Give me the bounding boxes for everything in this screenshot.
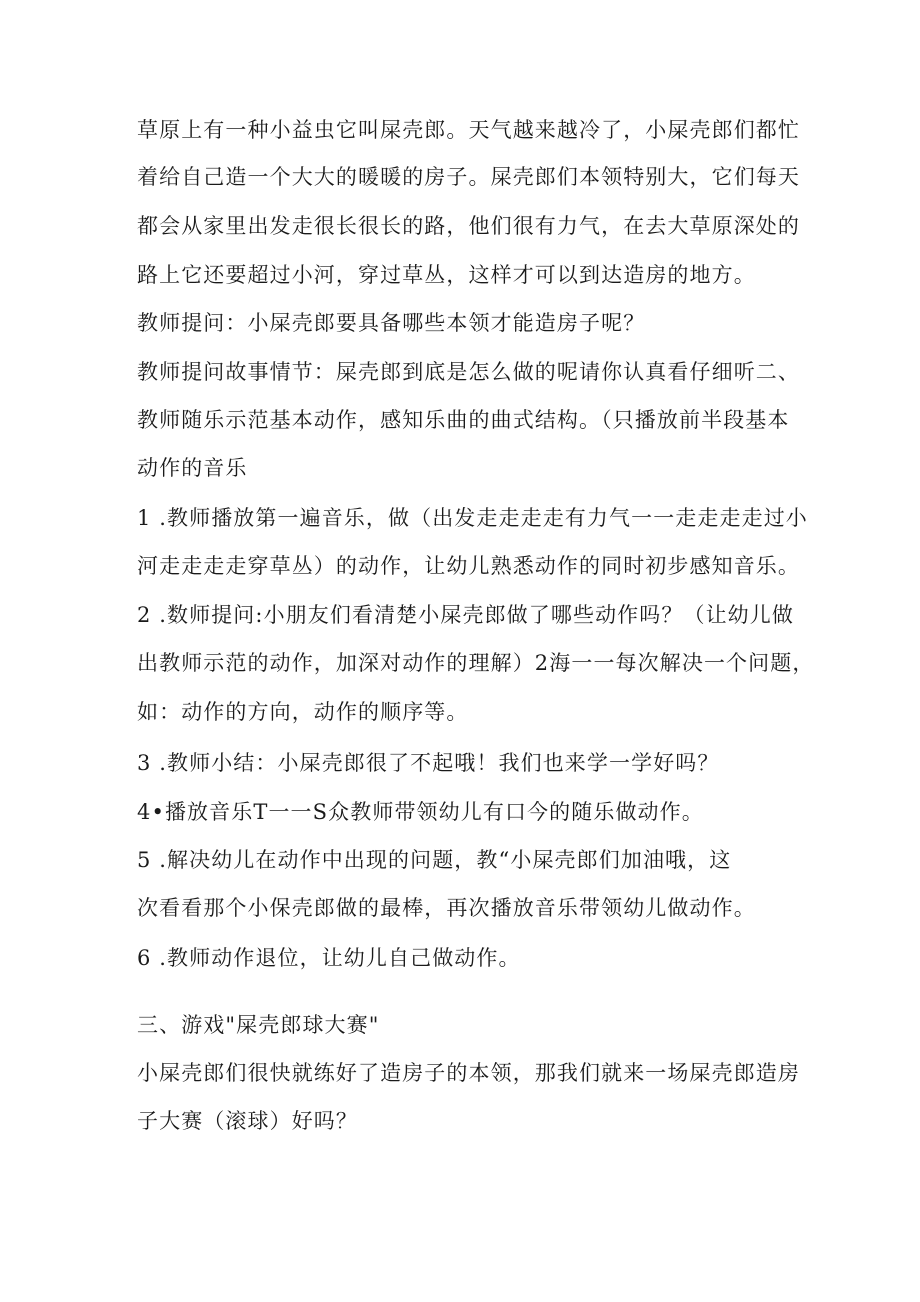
text-line: 5 .解决幼儿在动作中出现的问题，教“小屎壳郎们加油哦，这 [137, 848, 732, 872]
text-line: 着给自己造一个大大的暖暖的房子。屎壳郎们本领特别大，它们每天 [137, 165, 800, 189]
text-line: 教师提问：小屎壳郎要具备哪些本领才能造房子呢？ [137, 311, 646, 335]
text-line: 4•播放音乐T一一S众教师带领幼儿有口今的随乐做动作。 [137, 800, 704, 824]
text-line: 教师提问故事情节：屎壳郎到底是怎么做的呢请你认真看仔细听二、 [137, 360, 800, 384]
text-line: 6 .教师动作退位，让幼儿自己做动作。 [137, 946, 521, 970]
section-heading: 三、游戏"屎壳郎球大赛" [137, 1013, 380, 1037]
text-line: 次看看那个小保壳郎做的最棒，再次播放音乐带领幼儿做动作。 [137, 896, 756, 920]
text-line: 1 .教师播放第一遍音乐，做（出发走走走走有力气一一走走走走过小 [137, 506, 808, 530]
text-line: 草原上有一种小益虫它叫屎壳郎。天气越来越冷了，小屎壳郎们都忙 [137, 118, 800, 142]
text-line: 动作的音乐 [137, 456, 248, 480]
text-line: 河走走走走穿草丛）的动作，让幼儿熟悉动作的同时初步感知音乐。 [137, 554, 800, 578]
text-line: 小屎壳郎们很快就练好了造房子的本领，那我们就来一场屎壳郎造房 [137, 1061, 800, 1085]
text-line: 2 .数师提问:小朋友们看清楚小屎壳郎做了哪些动作吗？（让幼儿做 [137, 603, 794, 627]
text-line: 如：动作的方向，动作的顺序等。 [137, 700, 469, 724]
text-line: 教师随乐示范基本动作，感知乐曲的曲式结构。（只播放前半段基本 [137, 408, 790, 432]
text-line: 都会从家里出发走很长很长的路，他们很有力气，在去大草原深处的 [137, 214, 800, 238]
text-line: 路上它还要超过小河，穿过草丛，这样才可以到达造房的地方。 [137, 263, 756, 287]
text-line: 子大赛（滚球）好吗？ [137, 1109, 358, 1133]
text-line: 出教师示范的动作，加深对动作的理解）2海一一每次解决一个问题， [137, 651, 815, 675]
text-line: 3 .教师小结：小屎壳郎很了不起哦！我们也来学一学好吗？ [137, 751, 720, 775]
